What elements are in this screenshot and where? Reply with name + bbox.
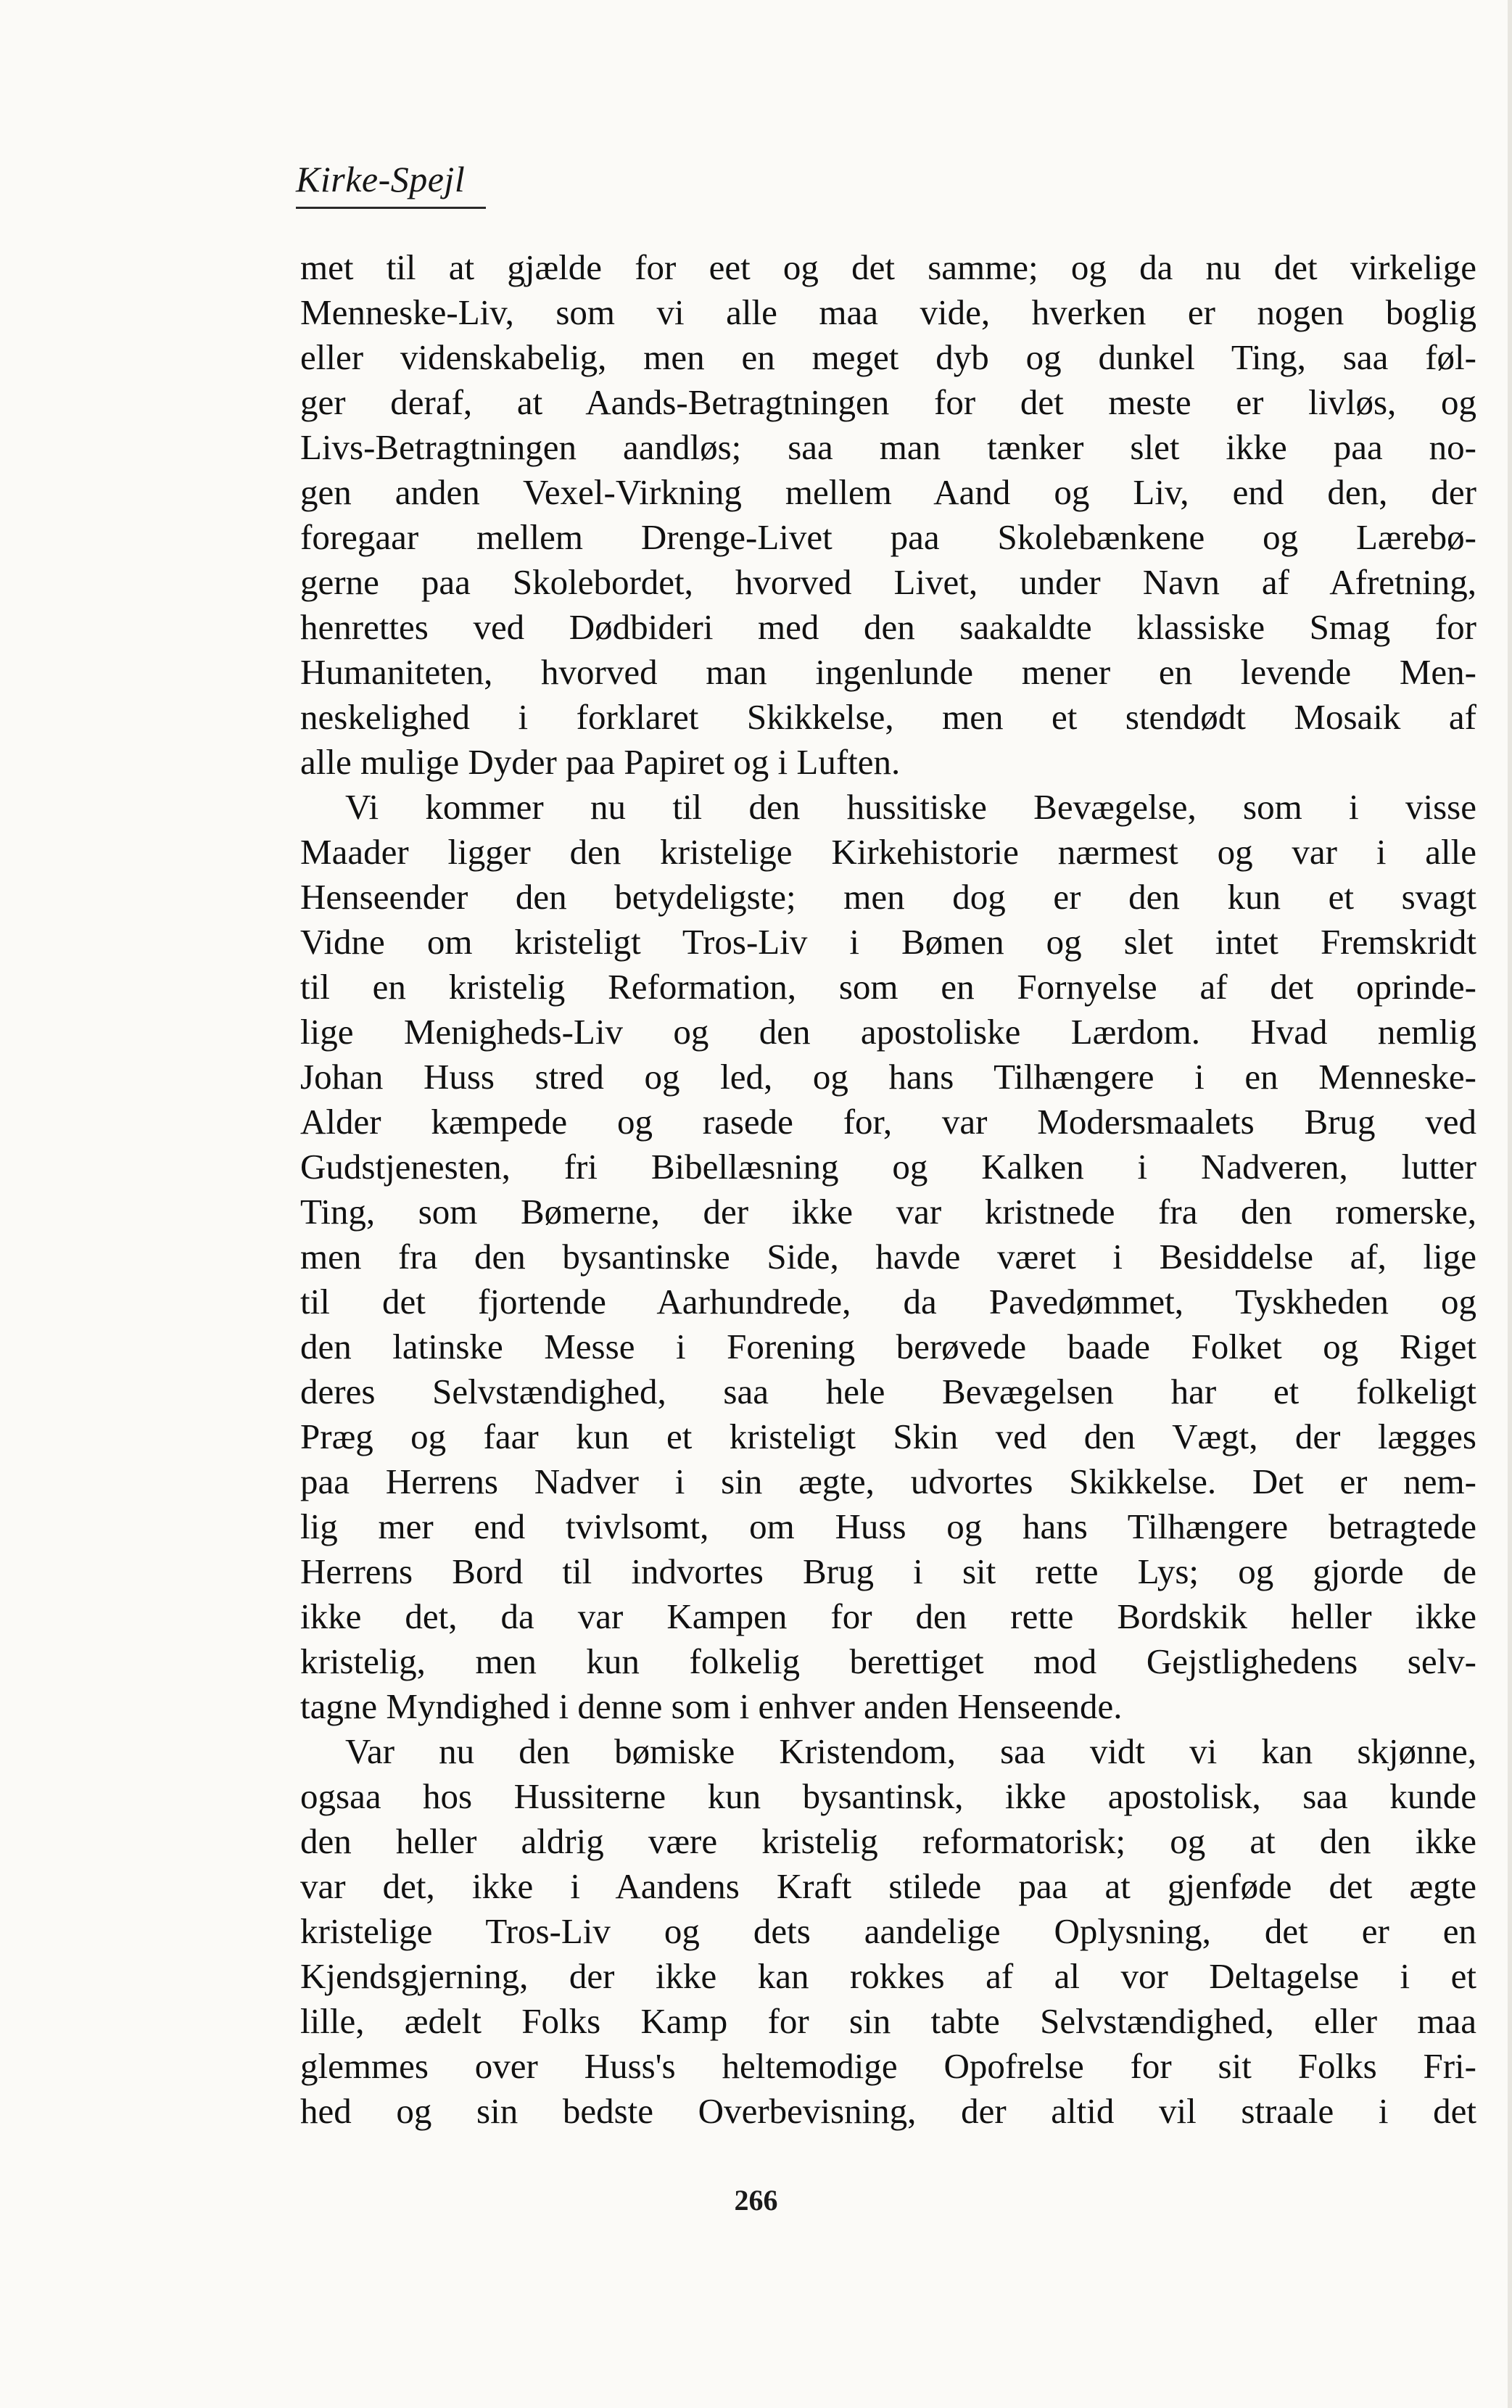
text-line: hed og sin bedste Overbevisning, der altid vil straale i det	[300, 2091, 1476, 2131]
text-line: gerne paa Skolebordet, hvorved Livet, under Navn af Afretning,	[300, 562, 1476, 602]
text-line: kristelige Tros-Liv og dets aandelige Oplysning, det er en	[300, 1911, 1476, 1951]
text-line: alle mulige Dyder paa Papiret og i Luften.	[300, 742, 901, 782]
text-line: lille, ædelt Folks Kamp for sin tabte Selvstændighed, eller maa	[300, 2001, 1476, 2041]
page-number: 266	[734, 2184, 778, 2217]
text-line: Livs-Betragtningen aandløs; saa man tænker slet ikke paa no-	[300, 427, 1476, 467]
text-line: den heller aldrig være kristelig reformatorisk; og at den ikke	[300, 1821, 1476, 1861]
text-line: gen anden Vexel-Virkning mellem Aand og Liv, end den, der	[300, 472, 1476, 512]
text-line: Alder kæmpede og rasede for, var Modersmaalets Brug ved	[300, 1102, 1476, 1142]
text-line: Johan Huss stred og led, og hans Tilhængere i en Menneske-	[300, 1057, 1476, 1097]
running-head-rule	[296, 207, 486, 209]
text-line: deres Selvstændighed, saa hele Bevægelsen har et folkeligt	[300, 1372, 1476, 1411]
text-line: kristelig, men kun folkelig berettiget mod Gejstlighedens selv-	[300, 1641, 1476, 1681]
text-line: Herrens Bord til indvortes Brug i sit rette Lys; og gjorde de	[300, 1551, 1476, 1591]
text-line: Humaniteten, hvorved man ingenlunde mener en levende Men-	[300, 652, 1476, 692]
text-line: ikke det, da var Kampen for den rette Bordskik heller ikke	[300, 1596, 1476, 1636]
text-line: Gudstjenesten, fri Bibellæsning og Kalken i Nadveren, lutter	[300, 1147, 1476, 1187]
text-line: lige Menigheds-Liv og den apostoliske Lærdom. Hvad nemlig	[300, 1012, 1476, 1052]
text-line: foregaar mellem Drenge-Livet paa Skolebænkene og Lærebø-	[300, 517, 1476, 557]
text-line: met til at gjælde for eet og det samme; og da nu det virkelige	[300, 247, 1476, 287]
text-line: men fra den bysantinske Side, havde været i Besiddelse af, lige	[300, 1237, 1476, 1277]
text-line: Kjendsgjerning, der ikke kan rokkes af al vor Deltagelse i et	[300, 1956, 1476, 1996]
text-line: neskelighed i forklaret Skikkelse, men et stendødt Mosaik af	[300, 697, 1476, 737]
body-text	[300, 245, 1476, 2134]
running-head: Kirke-Spejl	[296, 159, 466, 199]
text-line: til det fjortende Aarhundrede, da Pavedømmet, Tyskheden og	[300, 1282, 1476, 1321]
text-line: ogsaa hos Hussiterne kun bysantinsk, ikke apostolisk, saa kunde	[300, 1776, 1476, 1816]
text-line: Henseender den betydeligste; men dog er den kun et svagt	[300, 877, 1476, 917]
text-line: henrettes ved Dødbideri med den saakaldte klassiske Smag for	[300, 607, 1476, 647]
text-line: Ting, som Bømerne, der ikke var kristnede fra den romerske,	[300, 1192, 1476, 1232]
text-line: Vi kommer nu til den hussitiske Bevægelse, som i visse	[345, 787, 1476, 827]
text-line: Maader ligger den kristelige Kirkehistorie nærmest og var i alle	[300, 832, 1476, 872]
text-line: var det, ikke i Aandens Kraft stilede paa at gjenføde det ægte	[300, 1866, 1476, 1906]
text-line: paa Herrens Nadver i sin ægte, udvortes Skikkelse. Det er nem-	[300, 1461, 1476, 1501]
text-line: ger deraf, at Aands-Betragtningen for det meste er livløs, og	[300, 382, 1476, 422]
text-line: den latinske Messe i Forening berøvede baade Folket og Riget	[300, 1327, 1476, 1366]
text-line: Menneske-Liv, som vi alle maa vide, hverken er nogen boglig	[300, 292, 1476, 332]
text-line: Vidne om kristeligt Tros-Liv i Bømen og slet intet Fremskridt	[300, 922, 1476, 962]
text-line: lig mer end tvivlsomt, om Huss og hans Tilhængere betragtede	[300, 1506, 1476, 1546]
text-line: tagne Myndighed i denne som i enhver anden Henseende.	[300, 1686, 1123, 1726]
text-line: Præg og faar kun et kristeligt Skin ved den Vægt, der lægges	[300, 1417, 1476, 1456]
text-line: Var nu den bømiske Kristendom, saa vidt vi kan skjønne,	[345, 1731, 1476, 1771]
text-line: glemmes over Huss's heltemodige Opofrelse for sit Folks Fri-	[300, 2046, 1476, 2086]
text-line: eller videnskabelig, men en meget dyb og dunkel Ting, saa føl-	[300, 337, 1476, 377]
text-line: til en kristelig Reformation, som en Fornyelse af det oprinde-	[300, 967, 1476, 1007]
